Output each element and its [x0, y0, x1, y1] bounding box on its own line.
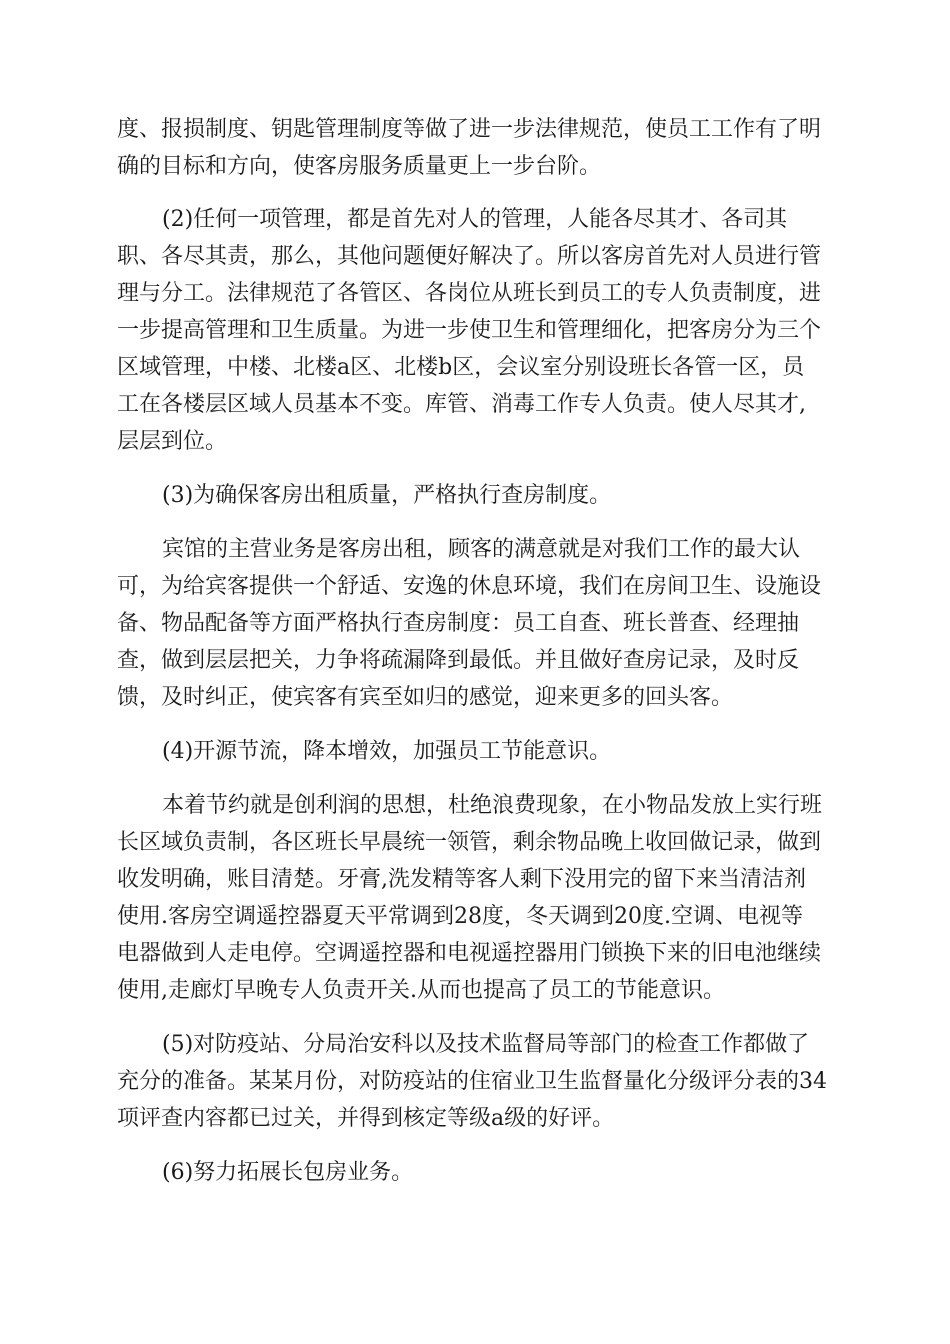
- text-line: 收发明确，账目清楚。牙膏,洗发精等客人剩下没用完的留下来当清洁剂: [117, 867, 806, 892]
- text-line: 一步提高管理和卫生质量。为进一步使卫生和管理细化，把客房分为三个: [117, 318, 822, 343]
- text-line: (2)任何一项管理，都是首先对人的管理，人能各尽其才、各司其: [162, 207, 788, 232]
- text-line: 宾馆的主营业务是客房出租，顾客的满意就是对我们工作的最大认: [162, 537, 801, 562]
- text-line: 理与分工。法律规范了各管区、各岗位从班长到员工的专人负责制度，进: [117, 281, 822, 306]
- text-line: 工在各楼层区域人员基本不变。库管、消毒工作专人负责。使人尽其才,: [117, 392, 806, 417]
- text-line: 度、报损制度、钥匙管理制度等做了进一步法律规范，使员工工作有了明: [117, 117, 822, 142]
- text-line: 确的目标和方向，使客房服务质量更上一步台阶。: [117, 154, 602, 179]
- text-line: 可，为给宾客提供一个舒适、安逸的休息环境，我们在房间卫生、设施设: [117, 574, 822, 599]
- text-line: (6)努力拓展长包房业务。: [162, 1160, 414, 1185]
- text-line: 层层到位。: [117, 429, 228, 454]
- text-line: 馈，及时纠正，使宾客有宾至如归的感觉，迎来更多的回头客。: [117, 685, 734, 710]
- text-line: 查，做到层层把关，力争将疏漏降到最低。并且做好查房记录，及时反: [117, 648, 800, 673]
- text-line: (5)对防疫站、分局治安科以及技术监督局等部门的检查工作都做了: [162, 1032, 810, 1057]
- text-line: (4)开源节流，降本增效，加强员工节能意识。: [162, 739, 612, 764]
- text-line: (3)为确保客房出租质量，严格执行查房制度。: [162, 483, 612, 508]
- text-line: 项评查内容都已过关，并得到核定等级a级的好评。: [117, 1106, 615, 1131]
- text-line: 电器做到人走电停。空调遥控器和电视遥控器用门锁换下来的旧电池继续: [117, 941, 822, 966]
- text-line: 使用.客房空调遥控器夏天平常调到28度，冬天调到20度.空调、电视等: [117, 904, 803, 929]
- text-line: 使用,走廊灯早晚专人负责开关.从而也提高了员工的节能意识。: [117, 978, 725, 1003]
- text-line: 本着节约就是创利润的思想，杜绝浪费现象，在小物品发放上实行班: [162, 793, 823, 818]
- text-line: 区域管理，中楼、北楼a区、北楼b区，会议室分别设班长各管一区，员: [117, 355, 805, 380]
- text-line: 备、物品配备等方面严格执行查房制度：员工自查、班长普查、经理抽: [117, 611, 800, 636]
- text-line: 充分的准备。某某月份，对防疫站的住宿业卫生监督量化分级评分表的34: [117, 1069, 827, 1094]
- text-line: 职、各尽其责，那么，其他问题便好解决了。所以客房首先对人员进行管: [117, 244, 822, 269]
- text-line: 长区域负责制，各区班长早晨统一领管，剩余物品晚上收回做记录，做到: [117, 830, 822, 855]
